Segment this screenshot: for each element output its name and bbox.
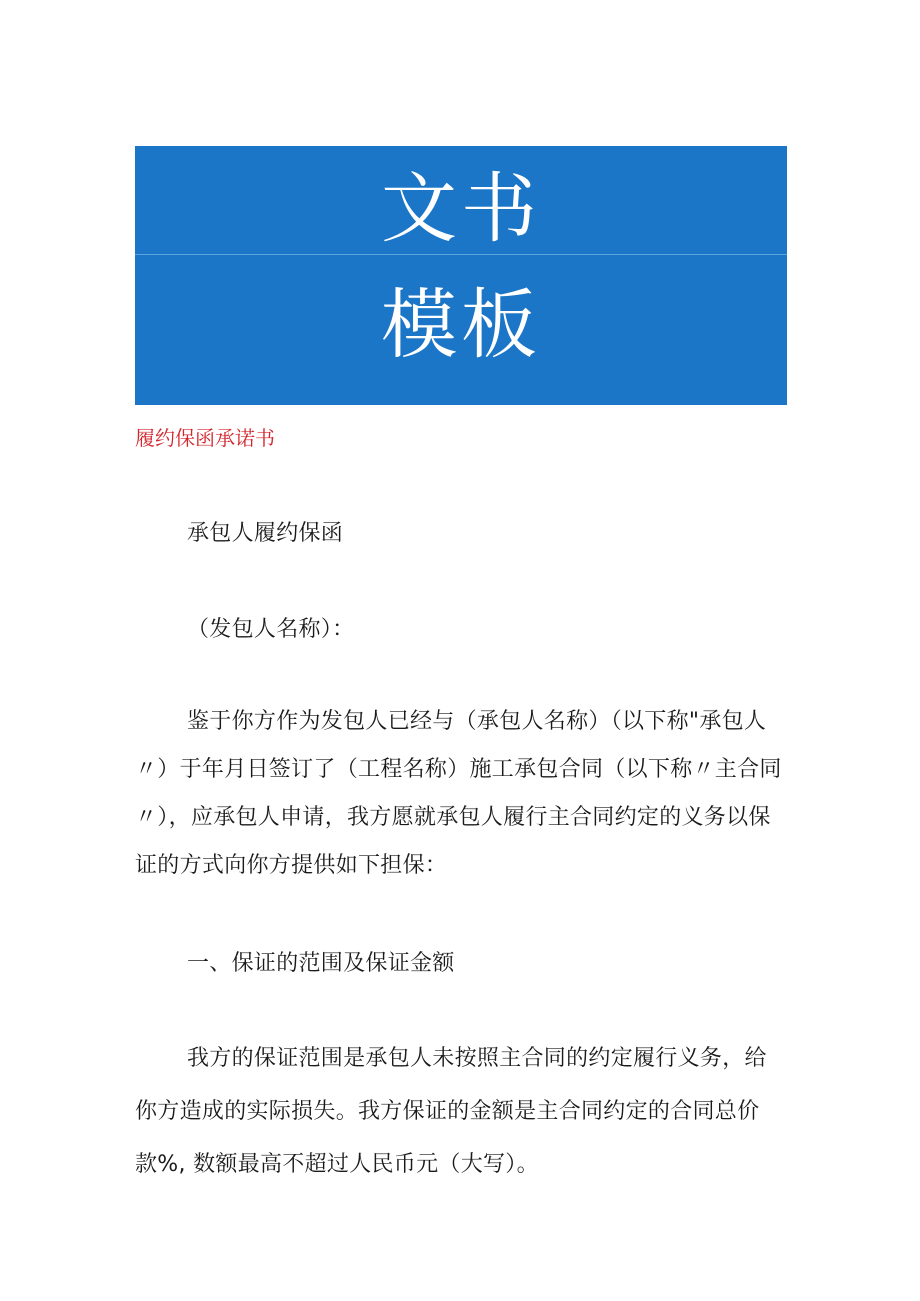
banner-divider [135,254,787,255]
banner-title-line-2: 模板 [381,280,541,369]
body-paragraph-intro: 鉴于你方作为发包人已经与（承包人名称）（以下称"承包人〃）于年月日签订了（工程名称）施工承包合同（以下称〃主合同〃），应承包人申请，我方愿就承包人履行主合同约定的义务以保证的方式向你方提供如下担保： [135,709,782,878]
letter-heading: 承包人履约保函 [187,521,344,546]
banner-title-line-1: 文书 [381,164,541,253]
body-paragraph-guarantee-scope: 我方的保证范围是承包人未按照主合同的约定履行义务，给你方造成的实际损失。我方保证的金额是主合同约定的合同总价款%, 数额最高不超过人民币元（大写）。 [135,1046,767,1177]
cover-banner [135,146,787,405]
document-title: 履约保函承诺书 [135,426,275,450]
section-heading-1: 一、保证的范围及保证金额 [187,951,455,976]
addressee-line: （发包人名称）： [187,617,355,642]
